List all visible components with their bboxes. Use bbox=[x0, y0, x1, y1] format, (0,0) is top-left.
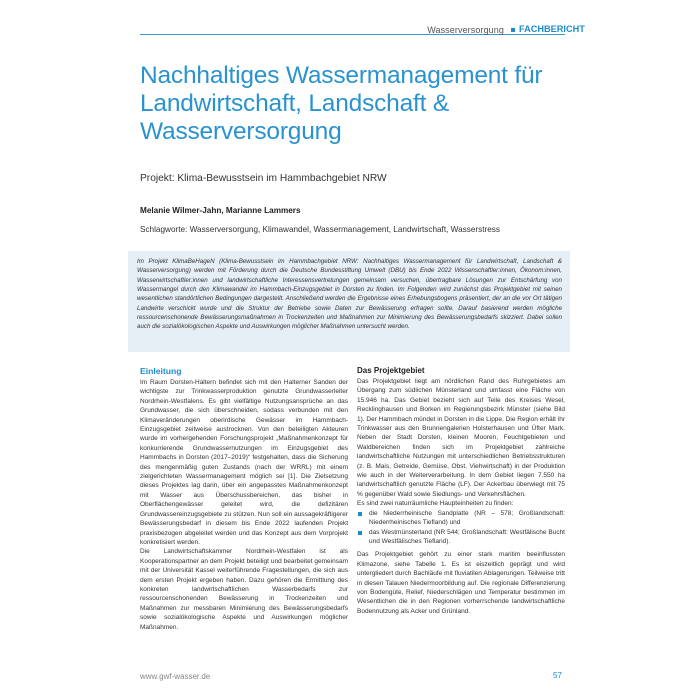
list-item bbox=[357, 528, 565, 547]
right-paragraph-3: Das Projektgebiet gehört zu einer stark maritim beeinflussten Klimazone, siehe Tabelle 1. Es ist eiszeitlich geprägt und wird untergliedert durch Bachläufe mit fluviatilen Ablagerungen. Teilweise tritt in diesen Talauen Niedermoorbildung auf. Die regionale Differenzierung von Bodengüte, Relief, Niederschlägen und Temperatur bestimmen im Wesentlichen die in den Regionen vorherrschende landwirtschaftliche Bodennutzung als Acker und Grünland. bbox=[357, 551, 565, 615]
left-column bbox=[140, 366, 348, 632]
footer-url[interactable]: www.gwf-wasser.de bbox=[140, 672, 211, 681]
left-paragraph-2: Die Landwirtschaftskammer Nordrhein-Westfalen ist als Kooperationspartner an dem Projekt beteiligt und bearbeitet gemeinsam mit der Universität Kassel weiterführende Fragestellungen, die sich aus dem ersten Projekt ergeben haben. Dazu gehören die Ermittlung des konkreten landwirtschaftlichen Wasserbedarfs zur ressourcenschonenden Bewässerung in Trockenzeiten und Maßnahmen zur messbaren Minimierung des Bewässerungsbedarfs sowie sozialökologische Aspekte und Auswirkungen möglicher Maßnahmen. bbox=[140, 548, 348, 631]
bullet-square-icon bbox=[358, 531, 362, 535]
section-heading-einleitung: Einleitung bbox=[140, 366, 182, 376]
page-number: 57 bbox=[553, 671, 562, 680]
right-paragraph-1: Das Projektgebiet liegt am nördlichen Rand des Ruhrgebietes am Übergang zum südlichen Münsterland und umfasst eine Fläche von 15.946 ha. Das Gebiet bezieht sich auf Teile des Kreises Wesel, Recklinghausen und Borken im Regierungsbezirk Münster (siehe Bild 1). Der Hammbach mündet in Dorsten in die Lippe. Die Region erhält ihr Trinkwasser aus den Brunnengalerien Holsterhausen und Üfter Mark. Neben der Stadt Dorsten, kleinen Mooren, Feuchtgebieten und Waldbereichen finden sich im Projektgebiet zahlreiche landwirtschaftliche Nutzungen mit unterschiedlichen Betriebsstrukturen (z. B. Mais, Getreide, Gemüse, Obst, Viehwirtschaft) in der Produktion wie auch in der Weiterverarbeitung. In dem Gebiet liegen 7.550 ha landwirtschaftlich genutzte Fläche (LF). Der Ackerbau überwiegt mit 75 % gegenüber Wald sowie Siedlungs- und Verkehrsflächen. bbox=[357, 378, 565, 498]
right-paragraph-2: Es sind zwei naturräumliche Haupteinheiten zu finden: bbox=[357, 500, 514, 508]
list-item bbox=[357, 509, 565, 528]
article-authors: Melanie Wilmer-Jahn, Marianne Lammers bbox=[140, 206, 301, 215]
header-separator-square bbox=[511, 28, 515, 32]
header-type-label: FACHBERICHT bbox=[519, 24, 585, 34]
abstract-box bbox=[128, 251, 570, 352]
header-category: Wasserversorgung bbox=[427, 25, 504, 35]
bullet-text: das Westmünsterland (NR 544; Großlandschaft: Westfälische Bucht und Westfälisches Tiefland). bbox=[369, 528, 565, 545]
bullet-text: die Niederrheinische Sandplatte (NR – 578; Großlandschaft: Niederrheinisches Tiefland) und bbox=[369, 509, 565, 527]
article-title: Nachhaltiges Wassermanagement für Landwirtschaft, Landschaft & Wasserversorgung bbox=[140, 62, 543, 145]
abstract-text: Im Projekt KlimaBeHageN (Klima-Bewusstsein im Hammbachgebiet NRW: Nachhaltiges Wassermanagement für Landwirtschaft, Landschaft & Wasserversorgung) werden mit Förderung durch die Deutsche Bundesstiftung Umwelt (DBU) bis Ende 2022 Wissenschaftler:innen, Ökonom:innen, Wasserwirtschaftler:innen und landwirtschaftliche Interessensvertretungen gemeinsam versuchen, übertragbare Lösungen zur Entschärfung von Wassermangel durch den Klimawandel im Hammbach-Einzugsgebiet in Dorsten zu finden. Im Folgenden wird zunächst das Projektgebiet mit seinen wesentlichen standörtlichen Bedingungen dargestellt. Anschließend werden die Ergebnisse eines Erhebungsbogens präsentiert, der an die vor Ort tätigen Landwirte verschickt wurde und die Struktur der Betriebe sowie Daten zur Bewässerung erfragen sollte. Darauf basierend werden mögliche ressourcenschonende Bewässerungsmaßnahmen in Trockenzeiten und Maßnahmen zur Minimierung des Bewässerungsbedarfs skizziert. Dabei sollen auch die sozialökologischen Aspekte und Auswirkungen möglicher Maßnahmen untersucht werden. bbox=[137, 258, 562, 331]
left-paragraph-1: Im Raum Dorsten-Haltern befindet sich mit den Halterner Sanden der wichtigste zur Trinkwasserproduktion genutzte Grundwasserleiter Nordrhein-Westfalens. Es gibt vielfältige Nutzungsansprüche an das Grundwasser, die sich überschneiden, sodass verbunden mit den Klimaveränderungen oberirdische Gewässer im Hammbach-Einzugsgebiet zeitweise austrocknen. Von den beteiligten Akteuren wurde im vorhergehenden Forschungsprojekt „Maßnahmenkonzept für konkurrierende Grundwassernutzungen im Einzugsgebiet des Hammbachs in Dorsten (2017–2019)“ festgehalten, dass die Sicherung des mengenmäßig guten Zustands (nach der WRRL) mit einem zielgerichteten Wassermanagement möglich sei [1]. Die Zielsetzung dieses Projektes lag darin, über ein angepasstes Maßnahmenkonzept mit Wasser aus Überschussbereichen, das bisher in Oberflächengewässer geleitet wird, die defizitären Grundwassereinzugsgebiete zu stützen. Nun soll ein aussagekräftigerer Bewässerungsbedarf in diesem bis Ende 2022 laufenden Projekt praxisbezogen abgeleitet werden und das Konzept aus dem Vorprojekt konkretisiert werden. bbox=[140, 379, 348, 546]
article-keywords: Schlagworte: Wasserversorgung, Klimawandel, Wassermanagement, Landwirtschaft, Wasserstress bbox=[140, 225, 500, 234]
section-heading-projektgebiet: Das Projektgebiet bbox=[357, 366, 425, 375]
right-column bbox=[357, 366, 565, 616]
bullet-square-icon bbox=[358, 512, 362, 516]
article-subtitle: Projekt: Klima-Bewusstsein im Hammbachgebiet NRW bbox=[140, 173, 387, 184]
